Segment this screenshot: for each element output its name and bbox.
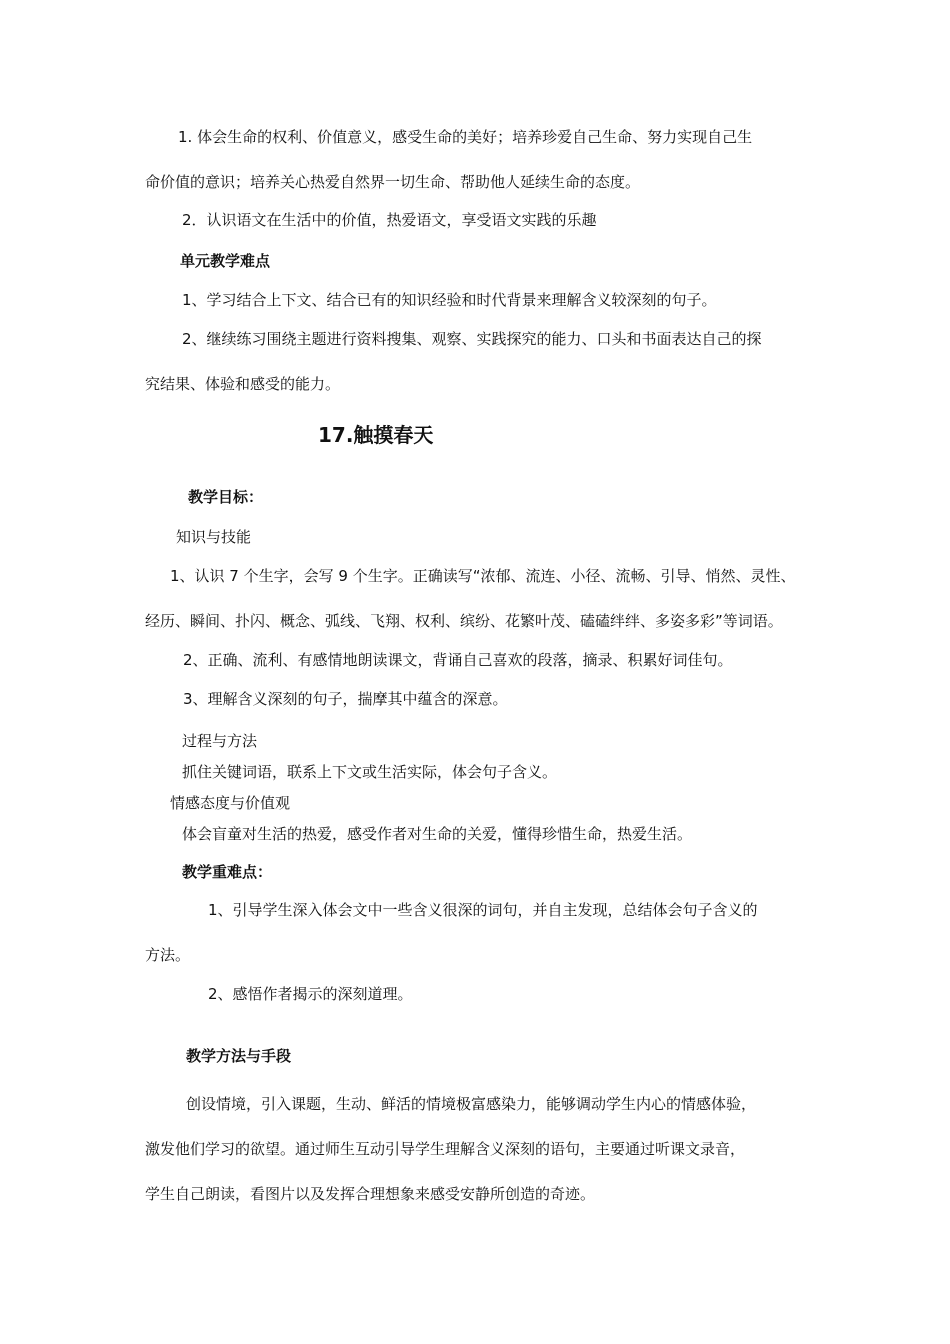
- key-point-1-line-2: 方法。: [145, 946, 191, 964]
- knowledge-item-1-line-1: 1、认识 7 个生字，会写 9 个生字。正确读写“浓郁、流连、小径、流畅、引导、悄然、灵性、: [170, 567, 796, 585]
- objectives-heading: 教学目标：: [188, 488, 264, 506]
- methods-heading: 教学方法与手段: [186, 1047, 292, 1065]
- unit-goal-2: 2．认识语文在生活中的价值，热爱语文，享受语文实践的乐趣: [182, 211, 597, 229]
- knowledge-item-2: 2、正确、流利、有感情地朗读课文，背诵自己喜欢的段落，摘录、积累好词佳句。: [183, 651, 733, 669]
- lesson-title: 17.触摸春天: [318, 423, 434, 447]
- process-text: 抓住关键词语，联系上下文或生活实际，体会句子含义。: [182, 763, 558, 781]
- process-heading: 过程与方法: [182, 732, 258, 750]
- key-point-1-line-1: 1、引导学生深入体会文中一些含义很深的词句，并自主发现，总结体会句子含义的: [208, 901, 758, 919]
- knowledge-item-3: 3、理解含义深刻的句子，揣摩其中蕴含的深意。: [183, 690, 508, 708]
- methods-line-3: 学生自己朗读，看图片以及发挥合理想象来感受安静所创造的奇迹。: [145, 1185, 596, 1203]
- unit-difficulty-2-line-2: 究结果、体验和感受的能力。: [145, 375, 341, 393]
- unit-difficulties-heading: 单元教学难点: [180, 252, 271, 270]
- attitude-heading: 情感态度与价值观: [170, 794, 291, 812]
- knowledge-item-1-line-2: 经历、瞬间、扑闪、概念、弧线、飞翔、权利、缤纷、花繁叶茂、磕磕绊绊、多姿多彩”等词语。: [145, 612, 783, 630]
- attitude-text: 体会盲童对生活的热爱，感受作者对生命的关爱，懂得珍惜生命，热爱生活。: [182, 825, 693, 843]
- key-point-2: 2、感悟作者揭示的深刻道理。: [208, 985, 413, 1003]
- unit-difficulty-1: 1、学习结合上下文、结合已有的知识经验和时代背景来理解含义较深刻的句子。: [182, 291, 717, 309]
- methods-line-1: 创设情境，引入课题，生动、鲜活的情境极富感染力，能够调动学生内心的情感体验，: [186, 1095, 757, 1113]
- methods-line-2: 激发他们学习的欲望。通过师生互动引导学生理解含义深刻的语句，主要通过听课文录音，: [145, 1140, 746, 1158]
- unit-difficulty-2-line-1: 2、继续练习围绕主题进行资料搜集、观察、实践探究的能力、口头和书面表达自己的探: [182, 330, 762, 348]
- unit-goal-1-line-1: 1. 体会生命的权利、价值意义，感受生命的美好；培养珍爱自己生命、努力实现自己生: [178, 128, 753, 146]
- knowledge-heading: 知识与技能: [176, 528, 252, 546]
- unit-goal-1-line-2: 命价值的意识；培养关心热爱自然界一切生命、帮助他人延续生命的态度。: [145, 173, 641, 191]
- key-points-heading: 教学重难点：: [182, 863, 273, 881]
